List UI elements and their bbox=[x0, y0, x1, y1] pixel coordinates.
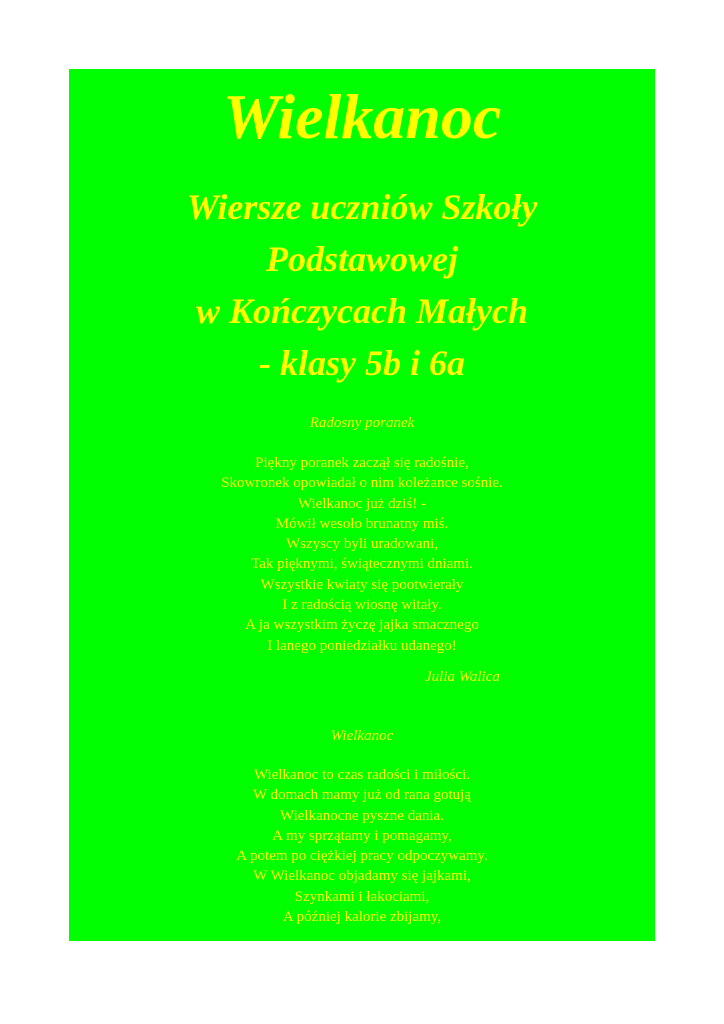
poem-title-wielkanoc: Wielkanoc bbox=[330, 728, 394, 744]
poem-line: Wielkanocne pyszne dania. bbox=[280, 807, 444, 824]
subtitle-line: Podstawowej bbox=[265, 239, 458, 279]
poem-line: Mówił wesoło brunatny miś. bbox=[275, 515, 449, 532]
poem-line: Wszyscy byli uradowani, bbox=[285, 536, 439, 553]
poem-line: Tak pięknymi, świątecznymi dniami. bbox=[251, 556, 473, 573]
poem-line: I lanego poniedziałku udanego! bbox=[267, 637, 457, 654]
poem-line: A ja wszystkim życzę jajka smacznego bbox=[245, 617, 479, 634]
poem-line: Skowronek opowiadał o nim koleżance sośnie. bbox=[221, 475, 503, 492]
subtitle-line: - klasy 5b i 6a bbox=[259, 343, 465, 383]
subtitle-line: Wiersze uczniów Szkoły bbox=[186, 187, 538, 227]
poem-author: Julia Walica bbox=[425, 669, 500, 685]
poem-body-radosny-poranek bbox=[69, 453, 655, 656]
poem-line: Wielkanoc już dziś! - bbox=[297, 495, 427, 512]
subtitle-line: w Kończycach Małych bbox=[196, 291, 528, 331]
poem-line: Wszystkie kwiaty się pootwierały bbox=[260, 576, 464, 593]
poem-line: I z radością wiosnę witały. bbox=[282, 597, 442, 614]
poem-line: A potem po ciężkiej pracy odpoczywamy. bbox=[236, 848, 488, 865]
green-panel bbox=[69, 69, 655, 941]
poem-line: A później kalorie zbijamy, bbox=[282, 909, 442, 926]
poem-body-wielkanoc bbox=[69, 765, 655, 927]
poem-line: Szynkami i łakociami, bbox=[294, 888, 430, 905]
poem-line: W Wielkanoc objadamy się jajkami, bbox=[253, 868, 471, 885]
subtitle bbox=[69, 181, 655, 389]
poem-line: Piękny poranek zaczął się radośnie, bbox=[255, 455, 469, 471]
poem-line: Wielkanoc to czas radości i miłości. bbox=[254, 767, 470, 783]
poem-line: W domach mamy już od rana gotują bbox=[253, 787, 471, 804]
poem-title-radosny-poranek: Radosny poranek bbox=[309, 415, 415, 431]
main-title: Wielkanoc bbox=[222, 81, 502, 152]
poem-line: A my sprzątamy i pomagamy, bbox=[272, 827, 452, 844]
